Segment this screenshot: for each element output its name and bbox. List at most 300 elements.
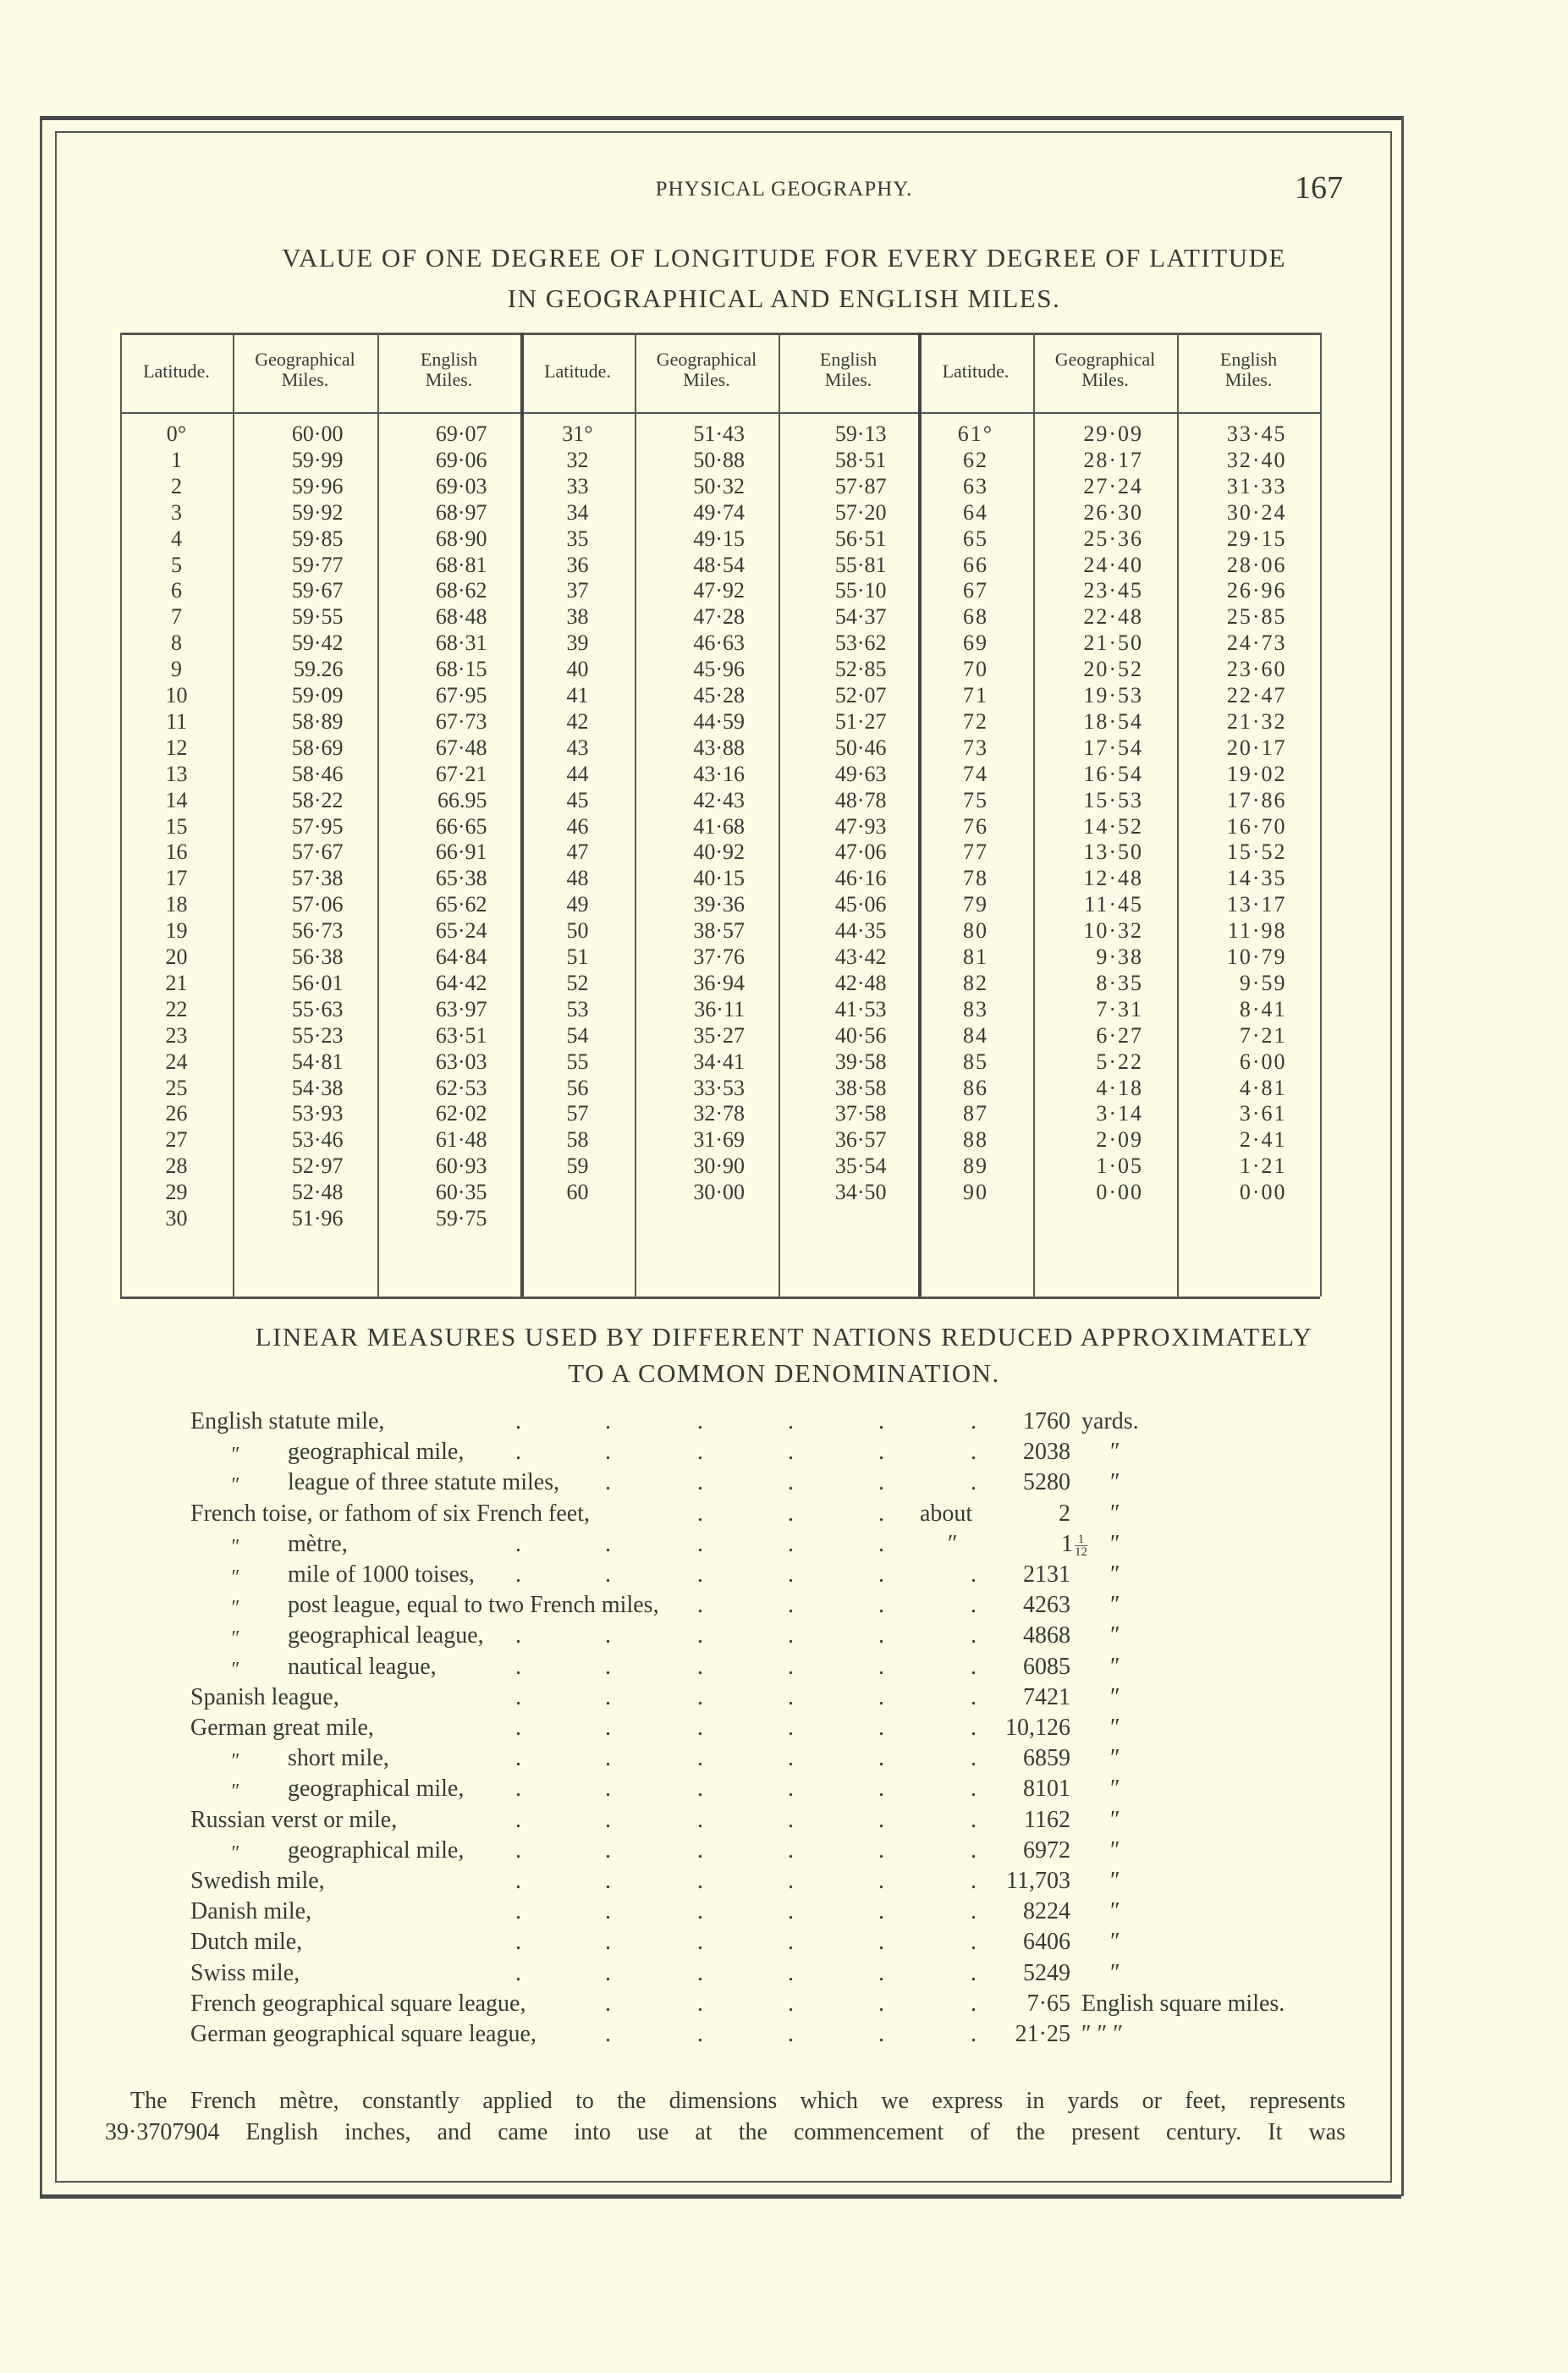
measure-label: German great mile, (190, 1715, 374, 1741)
measure-value-number: 8101 (1023, 1776, 1070, 1803)
cell-latitude: 57 (566, 1101, 589, 1126)
cell-latitude: 14 (165, 787, 188, 812)
cell-latitude: 90 (963, 1180, 988, 1205)
measure-value-number: 2038 (1023, 1439, 1070, 1466)
leader-dot: . (971, 1776, 977, 1803)
cell-english-miles: 68·90 (435, 526, 487, 551)
cell-geographical-miles: 46·63 (693, 630, 745, 656)
leader-dot: . (971, 1898, 977, 1925)
cell-geographical-miles: 52·97 (291, 1153, 344, 1179)
measure-value (935, 1561, 1070, 1588)
cell-latitude: 1 (171, 447, 182, 472)
cell-english-miles: 6·00 (1239, 1049, 1287, 1074)
cell-english-miles: 65·24 (435, 918, 487, 944)
cell-latitude: 67 (963, 578, 988, 603)
cell-english-miles: 2·41 (1239, 1127, 1287, 1153)
measure-value (935, 1592, 1070, 1619)
leader-dot: . (605, 1868, 611, 1894)
cell-latitude: 73 (963, 735, 988, 760)
leader-dot: . (788, 1469, 794, 1496)
leader-dot: . (971, 1683, 977, 1710)
cell-latitude: 36 (566, 552, 589, 577)
measure-value-number: 7·65 (1026, 1990, 1070, 2017)
cell-english-miles: 9·59 (1239, 970, 1287, 995)
cell-english-miles: 32·40 (1226, 447, 1287, 472)
measure-label: Swiss mile, (190, 1959, 300, 1986)
measure-unit: ″ (1110, 1868, 1120, 1894)
cell-latitude: 88 (963, 1127, 988, 1153)
measure-value-number: 2 (1059, 1500, 1070, 1527)
leader-dot: . (605, 1408, 611, 1434)
cell-latitude: 9 (171, 657, 182, 682)
cell-geographical-miles: 49·15 (693, 526, 745, 551)
cell-english-miles: 51·27 (834, 708, 887, 734)
cell-latitude: 89 (963, 1153, 988, 1179)
cell-geographical-miles: 27·24 (1083, 473, 1143, 498)
cell-latitude: 37 (566, 578, 589, 603)
page-number: 167 (1295, 170, 1343, 206)
ditto-mark: ″ (230, 1444, 239, 1467)
cell-english-miles: 21·32 (1226, 708, 1287, 734)
cell-english-miles: 46·16 (834, 866, 887, 891)
leader-dot: . (788, 1929, 794, 1956)
fraction-numerator: 1 (1075, 1533, 1087, 1546)
cell-geographical-miles: 56·38 (291, 944, 344, 969)
cell-geographical-miles: 44·59 (693, 708, 745, 734)
cell-geographical-miles: 59·67 (291, 578, 344, 603)
measure-value (935, 1622, 1070, 1649)
leader-dot: . (605, 1836, 611, 1864)
cell-geographical-miles: 5·22 (1096, 1049, 1143, 1074)
measure-unit: ″ (1110, 1836, 1120, 1864)
cell-english-miles: 28·06 (1226, 552, 1287, 577)
cell-english-miles: 20·17 (1226, 735, 1287, 760)
measure-unit: ″ (1110, 1592, 1120, 1619)
cell-english-miles: 64·84 (435, 944, 487, 969)
cell-english-miles: 47·93 (834, 813, 887, 839)
cell-geographical-miles: 45·28 (693, 683, 745, 707)
leader-dot: . (605, 1806, 611, 1833)
cell-latitude: 86 (963, 1075, 988, 1100)
cell-latitude: 30 (165, 1206, 188, 1231)
measure-value-number: 11,703 (1006, 1868, 1070, 1894)
cell-latitude: 31° (562, 421, 593, 446)
measure-value (952, 1531, 1087, 1558)
cell-english-miles: 16·70 (1226, 813, 1287, 839)
leader-dot: . (697, 2021, 703, 2047)
measure-value (935, 1868, 1070, 1895)
leader-dot: . (697, 1530, 703, 1557)
leader-dot: . (515, 1806, 521, 1833)
cell-english-miles: 62·53 (435, 1075, 487, 1100)
leader-dot: . (788, 1959, 794, 1986)
leader-dot: . (515, 1715, 521, 1741)
cell-latitude: 23 (165, 1022, 188, 1048)
leader-dot: . (878, 1561, 884, 1588)
measure-value-number: 5249 (1023, 1959, 1070, 1986)
cell-english-miles: 41·53 (834, 996, 887, 1021)
cell-english-miles: 17·86 (1226, 787, 1287, 812)
cell-geographical-miles: 55·63 (291, 996, 344, 1021)
leader-dot: . (971, 1592, 977, 1619)
leader-dot: . (697, 1715, 703, 1741)
cell-geographical-miles: 54·38 (291, 1075, 344, 1100)
cell-latitude: 24 (165, 1049, 188, 1074)
leader-dot: . (788, 1990, 794, 2017)
leader-dot: . (788, 1715, 794, 1741)
cell-geographical-miles: 58·69 (291, 735, 344, 760)
measure-value (935, 1776, 1070, 1803)
cell-geographical-miles: 3·14 (1096, 1101, 1143, 1126)
cell-latitude: 61° (957, 421, 994, 446)
leader-dot: . (971, 2021, 977, 2047)
header-miles: Miles. (1224, 369, 1273, 390)
cell-geographical-miles: 47·28 (693, 604, 745, 630)
measure-value (935, 1439, 1070, 1466)
cell-geographical-miles: 34·41 (693, 1049, 745, 1074)
cell-english-miles: 47·06 (834, 840, 887, 865)
cell-geographical-miles: 25·36 (1083, 526, 1143, 551)
leader-dot: . (878, 1868, 884, 1894)
cell-english-miles: 65·38 (435, 866, 487, 891)
leader-dot: . (605, 1929, 611, 1956)
leader-dot: . (971, 1715, 977, 1741)
measure-label: short mile, (288, 1745, 389, 1772)
cell-latitude: 82 (963, 970, 988, 995)
leader-dot: . (878, 1500, 884, 1527)
cell-latitude: 28 (165, 1153, 188, 1179)
cell-geographical-miles: 15·53 (1083, 787, 1143, 812)
measure-unit: ″ (1110, 1653, 1120, 1680)
cell-geographical-miles: 43·88 (693, 735, 745, 760)
leader-dot: . (605, 1683, 611, 1710)
cell-latitude: 78 (963, 866, 988, 891)
cell-geographical-miles: 38·57 (693, 918, 745, 944)
cell-latitude: 16 (165, 840, 188, 865)
measure-value-number: 8224 (1023, 1898, 1070, 1925)
cell-latitude: 26 (165, 1101, 188, 1126)
fraction-denominator: 12 (1075, 1544, 1087, 1559)
cell-english-miles: 63·51 (435, 1022, 487, 1048)
leader-dot: . (697, 1500, 703, 1527)
cell-geographical-miles: 56·01 (291, 970, 344, 995)
leader-dot: . (788, 1408, 794, 1434)
cell-geographical-miles: 30·90 (693, 1153, 745, 1179)
cell-geographical-miles: 2·09 (1096, 1127, 1143, 1153)
cell-english-miles: 67·73 (435, 708, 487, 734)
ditto-mark: ″ (230, 1842, 239, 1864)
cell-geographical-miles: 39·36 (693, 892, 745, 917)
cell-english-miles: 54·37 (834, 604, 887, 630)
table-top-rule (120, 333, 1320, 335)
leader-dot: . (605, 1990, 611, 2017)
leader-dot: . (971, 1990, 977, 2017)
cell-english-miles: 58·51 (834, 447, 887, 472)
leader-dot: . (878, 1806, 884, 1833)
measure-value-number: 1 (1061, 1530, 1073, 1557)
cell-geographical-miles: 36·11 (694, 996, 745, 1021)
cell-english-miles: 68·97 (435, 499, 487, 525)
cell-english-miles: 42·48 (834, 970, 887, 995)
leader-dot: . (697, 1622, 703, 1649)
cell-latitude: 41 (566, 683, 589, 707)
cell-latitude: 43 (566, 735, 589, 760)
cell-latitude: 21 (165, 970, 188, 995)
leader-dot: . (605, 2021, 611, 2047)
leader-dot: . (971, 1622, 977, 1649)
leader-dot: . (605, 1653, 611, 1680)
cell-english-miles: 34·50 (834, 1180, 887, 1205)
cell-latitude: 42 (566, 708, 589, 734)
cell-latitude: 56 (566, 1075, 589, 1100)
cell-geographical-miles: 59·42 (291, 630, 344, 656)
cell-latitude: 19 (165, 918, 188, 944)
cell-latitude: 54 (566, 1022, 589, 1048)
measure-qualifier: about (920, 1500, 973, 1527)
leader-dot: . (697, 1469, 703, 1496)
measure-unit: yards. (1081, 1408, 1139, 1434)
leader-dot: . (515, 1683, 521, 1710)
cell-latitude: 44 (566, 761, 589, 786)
cell-english-miles: 60·93 (435, 1153, 487, 1179)
leader-dot: . (515, 1439, 521, 1466)
cell-english-miles: 63·03 (435, 1049, 487, 1074)
cell-geographical-miles: 57·67 (291, 840, 344, 865)
table-column-rule (918, 333, 922, 1297)
cell-geographical-miles: 49·74 (693, 499, 745, 525)
cell-geographical-miles: 58·46 (291, 761, 344, 786)
cell-geographical-miles: 53·46 (291, 1127, 344, 1153)
cell-geographical-miles: 59.26 (294, 657, 344, 682)
cell-geographical-miles: 54·81 (291, 1049, 344, 1074)
cell-english-miles: 22·47 (1226, 683, 1287, 707)
cell-geographical-miles: 9·38 (1096, 944, 1143, 969)
cell-latitude: 68 (963, 604, 988, 630)
measure-label: nautical league, (288, 1653, 437, 1680)
leader-dot: . (605, 1622, 611, 1649)
cell-english-miles: 63·97 (435, 996, 487, 1021)
leader-dot: . (788, 1776, 794, 1803)
leader-dot: . (878, 1715, 884, 1741)
leader-dot: . (605, 1439, 611, 1466)
table-header-rule (120, 412, 1320, 414)
table-column-rule (635, 333, 636, 1297)
leader-dot: . (878, 1776, 884, 1803)
cell-geographical-miles: 28·17 (1083, 447, 1143, 472)
ditto-mark: ″ (230, 1627, 239, 1650)
cell-geographical-miles: 51·96 (291, 1206, 344, 1231)
cell-english-miles: 36·57 (834, 1127, 887, 1153)
cell-latitude: 17 (165, 866, 188, 891)
leader-dot: . (788, 1653, 794, 1680)
leader-dot: . (697, 1898, 703, 1925)
measure-label: mètre, (288, 1530, 348, 1557)
measure-value-number: 5280 (1023, 1469, 1070, 1496)
cell-english-miles: 4·81 (1239, 1075, 1287, 1100)
cell-geographical-miles: 50·88 (693, 447, 745, 472)
leader-dot: . (878, 1653, 884, 1680)
ditto-mark: ″ (230, 1597, 239, 1620)
cell-english-miles: 55·10 (834, 578, 887, 603)
leader-dot: . (697, 1776, 703, 1803)
measure-label: French geographical square league, (190, 1990, 526, 2017)
header-geographical: Geographical (255, 349, 355, 370)
measure-value-number: 21·25 (1015, 2021, 1070, 2047)
cell-latitude: 83 (963, 996, 988, 1021)
cell-geographical-miles: 58·22 (291, 787, 344, 812)
header-latitude: Latitude. (942, 361, 1010, 382)
cell-latitude: 33 (566, 473, 589, 498)
frame-bottom-rule (40, 2194, 1401, 2199)
cell-english-miles: 24·73 (1226, 630, 1287, 656)
cell-latitude: 62 (963, 447, 988, 472)
cell-latitude: 59 (566, 1153, 589, 1179)
leader-dot: . (697, 1408, 703, 1434)
cell-latitude: 0° (166, 421, 187, 446)
leader-dot: . (971, 1836, 977, 1864)
leader-dot: . (878, 1530, 884, 1557)
measure-label: Swedish mile, (190, 1868, 325, 1894)
table-column-rule (120, 333, 122, 1297)
cell-latitude: 79 (963, 892, 988, 917)
paragraph-line2: 39·3707904 English inches, and came into use at the commencement of the present century. It was (105, 2119, 1345, 2145)
cell-geographical-miles: 47·92 (693, 578, 745, 603)
leader-dot: . (515, 1898, 521, 1925)
measure-unit: ″ (1110, 1745, 1120, 1772)
table-column-rule (377, 333, 379, 1297)
cell-geographical-miles: 16·54 (1083, 761, 1143, 786)
leader-dot: . (697, 1929, 703, 1956)
cell-latitude: 55 (566, 1049, 589, 1074)
cell-geographical-miles: 14·52 (1083, 813, 1143, 839)
measure-label: geographical mile, (288, 1439, 465, 1466)
cell-latitude: 47 (566, 840, 589, 865)
frame-inner-bottom-rule (55, 2181, 1392, 2183)
cell-english-miles: 44·35 (834, 918, 887, 944)
cell-geographical-miles: 48·54 (693, 552, 745, 577)
header-miles: Miles. (281, 369, 329, 390)
cell-english-miles: 37·58 (834, 1101, 887, 1126)
cell-latitude: 29 (165, 1180, 188, 1205)
leader-dot: . (878, 1898, 884, 1925)
cell-english-miles: 49·63 (834, 761, 887, 786)
measure-qualifier: ″ (948, 1530, 958, 1557)
cell-geographical-miles: 40·92 (693, 840, 745, 865)
cell-english-miles: 60·35 (435, 1180, 487, 1205)
leader-dot: . (697, 1683, 703, 1710)
leader-dot: . (515, 1959, 521, 1986)
cell-english-miles: 59·75 (435, 1206, 487, 1231)
leader-dot: . (971, 1653, 977, 1680)
leader-dot: . (788, 1806, 794, 1833)
cell-latitude: 75 (963, 787, 988, 812)
cell-latitude: 35 (566, 526, 589, 551)
cell-english-miles: 69·07 (435, 421, 487, 446)
leader-dot: . (878, 1683, 884, 1710)
leader-dot: . (971, 1408, 977, 1434)
measure-unit: ″ (1110, 1683, 1120, 1710)
cell-geographical-miles: 52·48 (291, 1180, 344, 1205)
cell-latitude: 18 (165, 892, 188, 917)
cell-geographical-miles: 7·31 (1096, 996, 1143, 1021)
table-column-rule (1033, 333, 1035, 1297)
cell-geographical-miles: 59·09 (291, 683, 344, 707)
cell-geographical-miles: 60·00 (291, 421, 344, 446)
measure-unit: ″ (1110, 1806, 1120, 1833)
cell-geographical-miles: 45·96 (693, 657, 745, 682)
measure-value (935, 1990, 1070, 2018)
measure-value-number: 4868 (1023, 1622, 1070, 1649)
cell-english-miles: 57·87 (834, 473, 887, 498)
cell-english-miles: 56·51 (834, 526, 887, 551)
cell-latitude: 39 (566, 630, 589, 656)
paragraph-line1: The French mètre, constantly applied to the dimensions which we express in yards or feet, represents (130, 2088, 1345, 2114)
leader-dot: . (605, 1561, 611, 1588)
cell-geographical-miles: 21·50 (1083, 630, 1143, 656)
leader-dot: . (878, 1836, 884, 1864)
cell-english-miles: 8·41 (1239, 996, 1287, 1021)
cell-english-miles: 61·48 (435, 1127, 487, 1153)
cell-latitude: 77 (963, 840, 988, 865)
measure-value (935, 1745, 1070, 1772)
leader-dot: . (878, 1439, 884, 1466)
measure-unit: ″ (1110, 1561, 1120, 1588)
ditto-mark: ″ (230, 1474, 239, 1497)
cell-latitude: 12 (165, 735, 188, 760)
measure-value (935, 1929, 1070, 1956)
cell-geographical-miles: 10·32 (1083, 918, 1143, 944)
cell-geographical-miles: 29·09 (1083, 421, 1143, 446)
cell-english-miles: 53·62 (834, 630, 887, 656)
fraction (1075, 1533, 1087, 1558)
cell-geographical-miles: 57·95 (291, 813, 344, 839)
cell-english-miles: 57·20 (834, 499, 887, 525)
measure-label: French toise, or fathom of six French feet, (190, 1500, 590, 1527)
cell-latitude: 71 (963, 683, 988, 707)
measure-label: Dutch mile, (190, 1929, 303, 1956)
cell-english-miles: 40·56 (834, 1022, 887, 1048)
cell-geographical-miles: 50·32 (693, 473, 745, 498)
header-miles: Miles. (683, 369, 730, 390)
cell-english-miles: 38·58 (834, 1075, 887, 1100)
leader-dot: . (697, 1959, 703, 1986)
leader-dot: . (605, 1898, 611, 1925)
measure-label: German geographical square league, (190, 2021, 536, 2047)
cell-geographical-miles: 12·48 (1083, 866, 1143, 891)
cell-geographical-miles: 59·77 (291, 552, 344, 577)
leader-dot: . (878, 1990, 884, 2017)
leader-dot: . (971, 1439, 977, 1466)
leader-dot: . (788, 1898, 794, 1925)
cell-geographical-miles: 53·93 (291, 1101, 344, 1126)
cell-geographical-miles: 19·53 (1083, 683, 1143, 707)
cell-latitude: 65 (963, 526, 988, 551)
cell-english-miles: 69·03 (435, 473, 487, 498)
measure-label: league of three statute miles, (288, 1469, 560, 1496)
cell-geographical-miles: 59·99 (291, 447, 344, 472)
cell-english-miles: 45·06 (834, 892, 887, 917)
leader-dot: . (878, 1929, 884, 1956)
leader-dot: . (788, 1868, 794, 1894)
cell-latitude: 5 (171, 552, 182, 577)
measure-value (935, 1898, 1070, 1925)
cell-latitude: 51 (566, 944, 589, 969)
leader-dot: . (878, 2021, 884, 2047)
cell-latitude: 40 (566, 657, 589, 682)
cell-geographical-miles: 55·23 (291, 1022, 344, 1048)
cell-latitude: 10 (165, 683, 188, 707)
cell-english-miles: 11·98 (1227, 918, 1287, 944)
